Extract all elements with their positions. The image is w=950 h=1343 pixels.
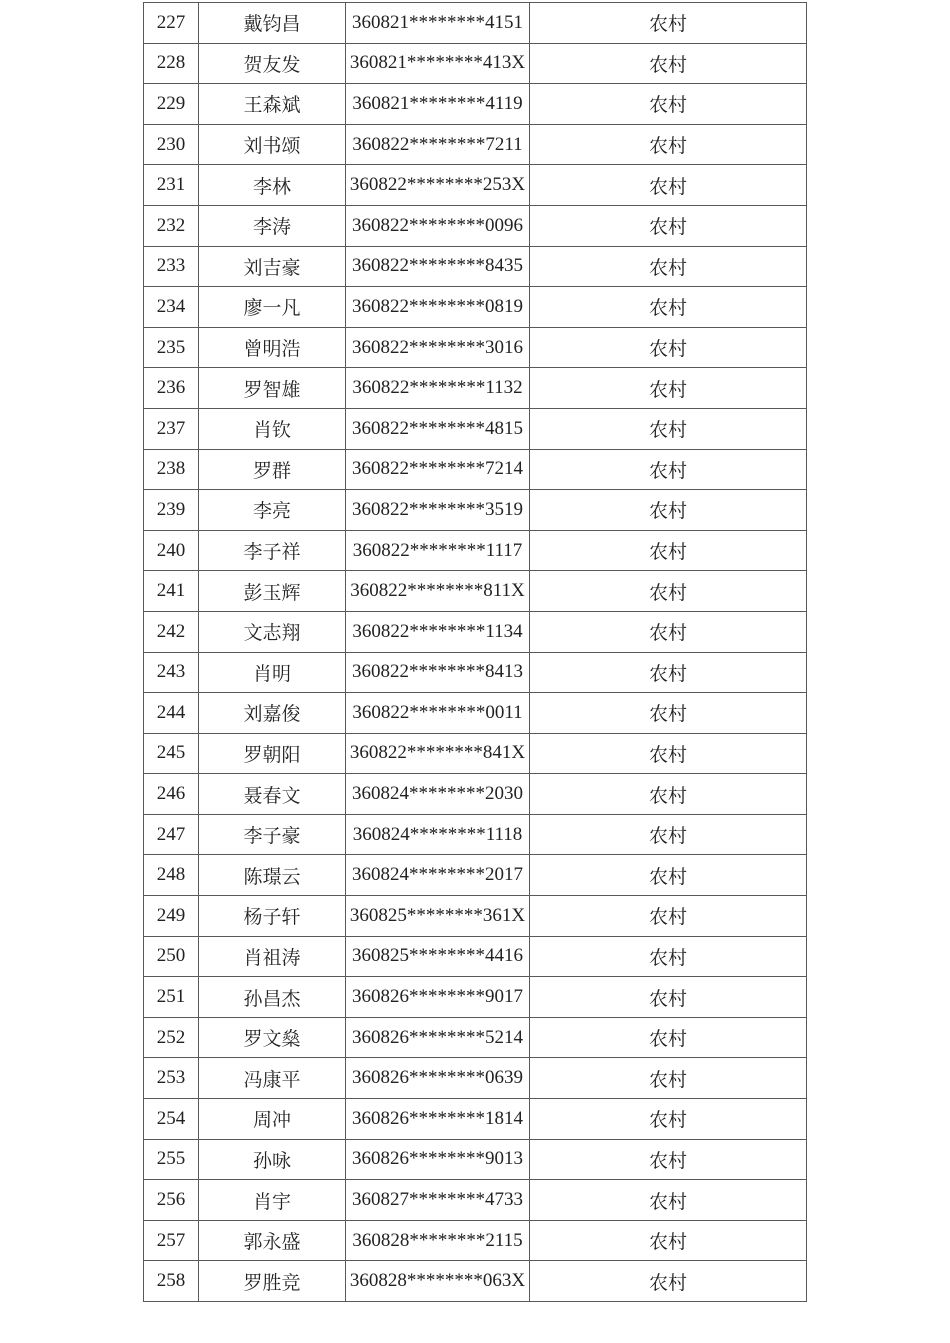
table-row	[144, 774, 807, 815]
household-type-cell: 农村	[530, 855, 807, 896]
person-name-cell: 彭玉辉	[199, 571, 346, 612]
table-row	[144, 693, 807, 734]
person-name-cell: 刘书颂	[199, 124, 346, 165]
serial-number-cell: 256	[144, 1180, 199, 1221]
household-type-cell: 农村	[530, 611, 807, 652]
household-type-cell: 农村	[530, 1099, 807, 1140]
serial-number-cell: 250	[144, 936, 199, 977]
table-row	[144, 84, 807, 125]
table-row	[144, 246, 807, 287]
person-name-cell: 李亮	[199, 490, 346, 531]
household-type-cell: 农村	[530, 936, 807, 977]
person-name-cell: 廖一凡	[199, 287, 346, 328]
person-name-cell: 戴钧昌	[199, 3, 346, 44]
serial-number-cell: 231	[144, 165, 199, 206]
person-name-cell: 陈璟云	[199, 855, 346, 896]
id-number-masked-cell: 360822********1134	[346, 611, 530, 652]
serial-number-cell: 251	[144, 977, 199, 1018]
id-number-masked-cell: 360822********811X	[346, 571, 530, 612]
household-type-cell: 农村	[530, 327, 807, 368]
table-row	[144, 43, 807, 84]
household-type-cell: 农村	[530, 571, 807, 612]
serial-number-cell: 238	[144, 449, 199, 490]
person-name-cell: 周冲	[199, 1099, 346, 1140]
person-name-cell: 罗胜竞	[199, 1261, 346, 1302]
id-number-masked-cell: 360826********5214	[346, 1017, 530, 1058]
household-type-cell: 农村	[530, 449, 807, 490]
person-name-cell: 郭永盛	[199, 1220, 346, 1261]
household-type-cell: 农村	[530, 896, 807, 937]
household-type-cell: 农村	[530, 287, 807, 328]
table-row	[144, 733, 807, 774]
id-number-masked-cell: 360824********2030	[346, 774, 530, 815]
table-row	[144, 652, 807, 693]
table-row	[144, 896, 807, 937]
table-row	[144, 165, 807, 206]
person-name-cell: 刘嘉俊	[199, 693, 346, 734]
household-type-cell: 农村	[530, 368, 807, 409]
table-row	[144, 368, 807, 409]
id-number-masked-cell: 360822********0011	[346, 693, 530, 734]
table-row	[144, 205, 807, 246]
serial-number-cell: 249	[144, 896, 199, 937]
household-type-cell: 农村	[530, 774, 807, 815]
id-number-masked-cell: 360822********4815	[346, 408, 530, 449]
table-row	[144, 327, 807, 368]
table-row	[144, 1261, 807, 1302]
serial-number-cell: 234	[144, 287, 199, 328]
table-row	[144, 814, 807, 855]
table-row	[144, 571, 807, 612]
serial-number-cell: 248	[144, 855, 199, 896]
person-name-cell: 肖祖涛	[199, 936, 346, 977]
household-type-cell: 农村	[530, 43, 807, 84]
serial-number-cell: 230	[144, 124, 199, 165]
table-row	[144, 490, 807, 531]
id-number-masked-cell: 360826********9013	[346, 1139, 530, 1180]
serial-number-cell: 243	[144, 652, 199, 693]
household-type-cell: 农村	[530, 1180, 807, 1221]
id-number-masked-cell: 360828********063X	[346, 1261, 530, 1302]
table-row	[144, 530, 807, 571]
household-type-cell: 农村	[530, 165, 807, 206]
person-name-cell: 李林	[199, 165, 346, 206]
serial-number-cell: 245	[144, 733, 199, 774]
household-type-cell: 农村	[530, 1261, 807, 1302]
table-row	[144, 124, 807, 165]
person-name-cell: 李子豪	[199, 814, 346, 855]
id-number-masked-cell: 360822********1132	[346, 368, 530, 409]
serial-number-cell: 254	[144, 1099, 199, 1140]
id-number-masked-cell: 360826********9017	[346, 977, 530, 1018]
person-name-cell: 贺友发	[199, 43, 346, 84]
person-name-cell: 文志翔	[199, 611, 346, 652]
id-number-masked-cell: 360824********2017	[346, 855, 530, 896]
id-number-masked-cell: 360822********7211	[346, 124, 530, 165]
household-type-cell: 农村	[530, 84, 807, 125]
table-row	[144, 1017, 807, 1058]
serial-number-cell: 244	[144, 693, 199, 734]
household-type-cell: 农村	[530, 1017, 807, 1058]
table-row	[144, 287, 807, 328]
table-row	[144, 1139, 807, 1180]
household-type-cell: 农村	[530, 530, 807, 571]
household-type-cell: 农村	[530, 814, 807, 855]
person-name-cell: 王森斌	[199, 84, 346, 125]
household-type-cell: 农村	[530, 693, 807, 734]
household-type-cell: 农村	[530, 205, 807, 246]
serial-number-cell: 237	[144, 408, 199, 449]
table-row	[144, 611, 807, 652]
serial-number-cell: 241	[144, 571, 199, 612]
household-type-cell: 农村	[530, 408, 807, 449]
serial-number-cell: 232	[144, 205, 199, 246]
id-number-masked-cell: 360822********7214	[346, 449, 530, 490]
id-number-masked-cell: 360822********253X	[346, 165, 530, 206]
serial-number-cell: 247	[144, 814, 199, 855]
serial-number-cell: 235	[144, 327, 199, 368]
id-number-masked-cell: 360828********2115	[346, 1220, 530, 1261]
id-number-masked-cell: 360827********4733	[346, 1180, 530, 1221]
household-type-cell: 农村	[530, 3, 807, 44]
household-type-cell: 农村	[530, 124, 807, 165]
roster-table-container	[143, 2, 807, 1302]
table-row	[144, 1180, 807, 1221]
serial-number-cell: 242	[144, 611, 199, 652]
person-name-cell: 肖明	[199, 652, 346, 693]
household-type-cell: 农村	[530, 490, 807, 531]
table-row	[144, 1099, 807, 1140]
person-name-cell: 肖钦	[199, 408, 346, 449]
id-number-masked-cell: 360826********0639	[346, 1058, 530, 1099]
table-row	[144, 3, 807, 44]
id-number-masked-cell: 360826********1814	[346, 1099, 530, 1140]
table-row	[144, 936, 807, 977]
serial-number-cell: 228	[144, 43, 199, 84]
person-name-cell: 曾明浩	[199, 327, 346, 368]
table-row	[144, 449, 807, 490]
serial-number-cell: 239	[144, 490, 199, 531]
serial-number-cell: 227	[144, 3, 199, 44]
id-number-masked-cell: 360822********0096	[346, 205, 530, 246]
person-name-cell: 罗智雄	[199, 368, 346, 409]
person-name-cell: 刘吉豪	[199, 246, 346, 287]
id-number-masked-cell: 360821********4119	[346, 84, 530, 125]
id-number-masked-cell: 360824********1118	[346, 814, 530, 855]
table-row	[144, 977, 807, 1018]
household-type-cell: 农村	[530, 1220, 807, 1261]
serial-number-cell: 257	[144, 1220, 199, 1261]
id-number-masked-cell: 360825********361X	[346, 896, 530, 937]
household-type-cell: 农村	[530, 246, 807, 287]
serial-number-cell: 255	[144, 1139, 199, 1180]
id-number-masked-cell: 360822********3519	[346, 490, 530, 531]
person-name-cell: 李子祥	[199, 530, 346, 571]
person-name-cell: 孙昌杰	[199, 977, 346, 1018]
person-name-cell: 冯康平	[199, 1058, 346, 1099]
id-number-masked-cell: 360821********413X	[346, 43, 530, 84]
household-type-cell: 农村	[530, 1058, 807, 1099]
person-name-cell: 杨子轩	[199, 896, 346, 937]
household-type-cell: 农村	[530, 977, 807, 1018]
table-row	[144, 1220, 807, 1261]
table-row	[144, 855, 807, 896]
table-row	[144, 408, 807, 449]
household-type-cell: 农村	[530, 1139, 807, 1180]
serial-number-cell: 229	[144, 84, 199, 125]
serial-number-cell: 258	[144, 1261, 199, 1302]
serial-number-cell: 252	[144, 1017, 199, 1058]
person-name-cell: 罗朝阳	[199, 733, 346, 774]
id-number-masked-cell: 360822********8413	[346, 652, 530, 693]
person-name-cell: 罗群	[199, 449, 346, 490]
serial-number-cell: 236	[144, 368, 199, 409]
id-number-masked-cell: 360822********8435	[346, 246, 530, 287]
serial-number-cell: 233	[144, 246, 199, 287]
serial-number-cell: 246	[144, 774, 199, 815]
serial-number-cell: 253	[144, 1058, 199, 1099]
id-number-masked-cell: 360822********841X	[346, 733, 530, 774]
person-name-cell: 聂春文	[199, 774, 346, 815]
person-name-cell: 孙咏	[199, 1139, 346, 1180]
id-number-masked-cell: 360821********4151	[346, 3, 530, 44]
serial-number-cell: 240	[144, 530, 199, 571]
person-name-cell: 罗文燊	[199, 1017, 346, 1058]
id-number-masked-cell: 360825********4416	[346, 936, 530, 977]
household-type-cell: 农村	[530, 733, 807, 774]
person-name-cell: 李涛	[199, 205, 346, 246]
id-number-masked-cell: 360822********1117	[346, 530, 530, 571]
household-type-cell: 农村	[530, 652, 807, 693]
person-name-cell: 肖宇	[199, 1180, 346, 1221]
roster-table	[143, 2, 807, 1302]
id-number-masked-cell: 360822********0819	[346, 287, 530, 328]
table-row	[144, 1058, 807, 1099]
id-number-masked-cell: 360822********3016	[346, 327, 530, 368]
